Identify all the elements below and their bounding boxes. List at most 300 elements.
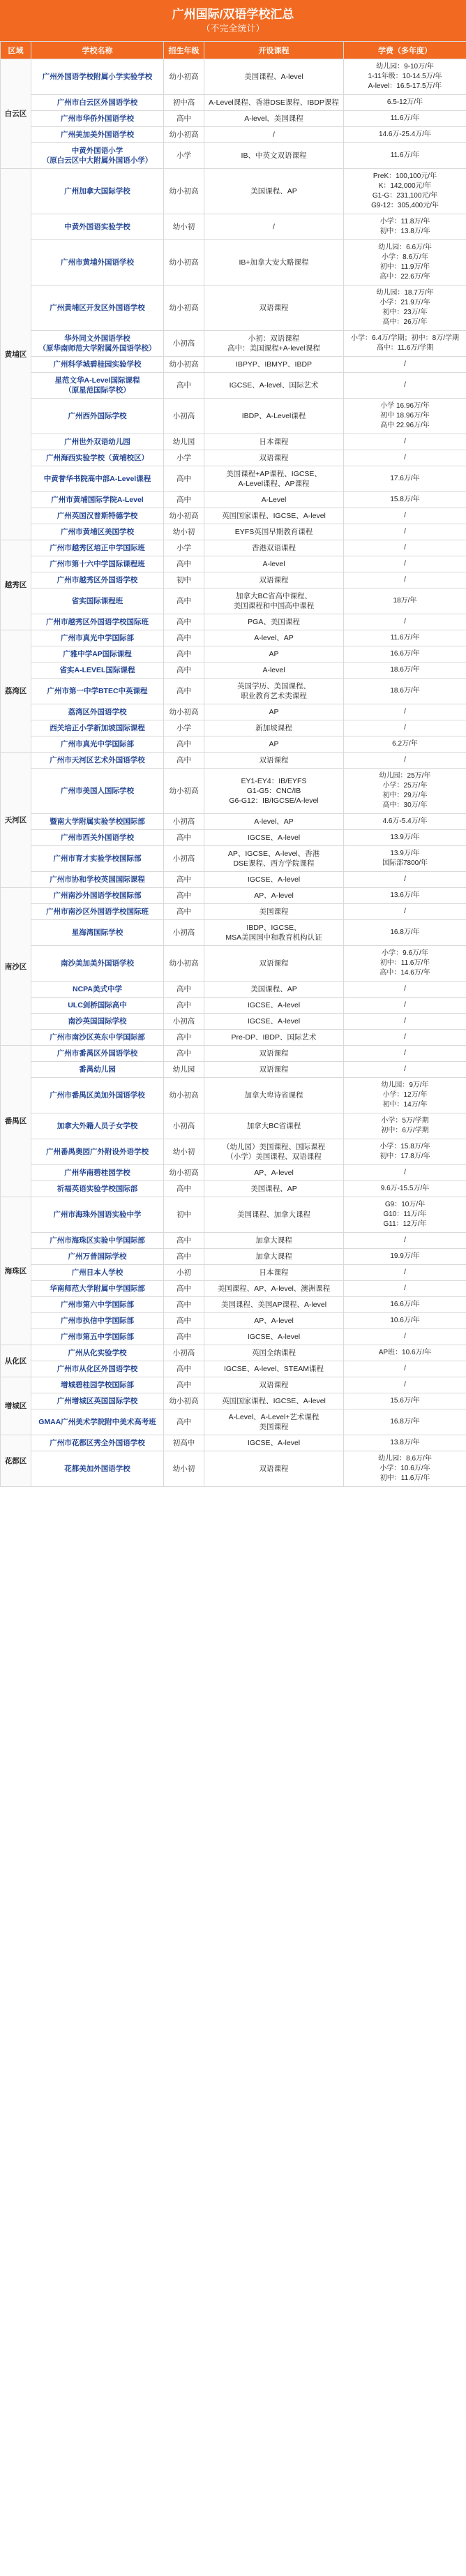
table-row xyxy=(1,143,466,169)
fee-cell: / xyxy=(344,1329,466,1345)
grade-cell: 幼小初高 xyxy=(164,240,204,286)
fee-cell: G9：10万/年 G10：11万/年 G11：12万/年 xyxy=(344,1197,466,1233)
fee-cell: 小学 16.96万/年 初中 18.96万/年 高中 22.96万/年 xyxy=(344,399,466,434)
grade-cell: 高中 xyxy=(164,589,204,614)
grade-cell: 高中 xyxy=(164,1409,204,1435)
grade-cell: 幼小初高 xyxy=(164,508,204,524)
fee-cell: 幼儿园：25万/年 小学：25万/年 初中：29万/年 高中：30万/年 xyxy=(344,769,466,814)
grade-cell: 高中 xyxy=(164,1329,204,1345)
school-name-cell: 广州市海珠外国语实验中学 xyxy=(31,1197,164,1233)
grade-cell: 高中 xyxy=(164,1281,204,1297)
table-row xyxy=(1,679,466,704)
district-cell: 天河区 xyxy=(1,753,31,888)
table-row xyxy=(1,1113,466,1139)
table-row xyxy=(1,946,466,982)
course-cell: 美国课程、A-level xyxy=(204,59,344,95)
grade-cell: 高中 xyxy=(164,1030,204,1046)
school-name-cell: 广州市南沙区英东中学国际部 xyxy=(31,1030,164,1046)
table-row xyxy=(1,240,466,286)
course-cell: A-level xyxy=(204,556,344,572)
school-name-cell: 广州万普国际学校 xyxy=(31,1249,164,1265)
school-name-cell: 华南师范大学附属中学国际部 xyxy=(31,1281,164,1297)
fee-cell: 13.6万/年 xyxy=(344,888,466,904)
grade-cell: 小初高 xyxy=(164,399,204,434)
school-name-cell: 广州从化实验学校 xyxy=(31,1345,164,1361)
district-cell: 从化区 xyxy=(1,1345,31,1377)
table-row xyxy=(1,1249,466,1265)
grade-cell: 初中 xyxy=(164,1197,204,1233)
course-cell: 香港双语课程 xyxy=(204,540,344,556)
table-row xyxy=(1,1197,466,1233)
school-name-cell: 加拿大外籍人员子女学校 xyxy=(31,1113,164,1139)
grade-cell: 高中 xyxy=(164,830,204,846)
school-name-cell: GMAA广州美术学院附中美术高考班 xyxy=(31,1409,164,1435)
table-row xyxy=(1,704,466,720)
course-cell: PGA、美国课程 xyxy=(204,614,344,630)
title-banner xyxy=(0,0,466,41)
district-cell: 花都区 xyxy=(1,1435,31,1487)
table-row xyxy=(1,1233,466,1249)
school-name-cell: 广州市越秀区培正中学国际班 xyxy=(31,540,164,556)
grade-cell: 小初高 xyxy=(164,1014,204,1030)
school-name-cell: 广州西外国际学校 xyxy=(31,399,164,434)
fee-cell: / xyxy=(344,572,466,589)
school-name-cell: 广州市西关外国语学校 xyxy=(31,830,164,846)
course-cell: 美国课程、AP xyxy=(204,982,344,998)
grade-cell: 小学 xyxy=(164,143,204,169)
grade-cell: 高中 xyxy=(164,1046,204,1062)
course-cell: / xyxy=(204,214,344,240)
grade-cell: 小初高 xyxy=(164,331,204,357)
course-cell: EYFS英国早期教育课程 xyxy=(204,524,344,540)
course-cell: 英国国家课程、IGCSE、A-level xyxy=(204,1393,344,1409)
school-name-cell: 星海湾国际学校 xyxy=(31,920,164,946)
grade-cell: 高中 xyxy=(164,1377,204,1393)
fee-cell: 幼儿园：9-10万/年 1-11年级：10-14.5万/年 A-level：16.5-17.5万/年 xyxy=(344,59,466,95)
table-row xyxy=(1,1046,466,1062)
course-cell: IGCSE、A-level、STEAM课程 xyxy=(204,1361,344,1377)
school-name-cell: 广州日本人学校 xyxy=(31,1265,164,1281)
fee-cell: / xyxy=(344,1062,466,1078)
fee-cell: 11.6万/年 xyxy=(344,111,466,127)
table-row xyxy=(1,1361,466,1377)
fee-cell: / xyxy=(344,872,466,888)
school-name-cell: 广州市花都区秀全外国语学校 xyxy=(31,1435,164,1451)
table-row xyxy=(1,1078,466,1113)
course-cell: IGCSE、A-level xyxy=(204,998,344,1014)
course-cell: 新加坡课程 xyxy=(204,720,344,736)
table-row xyxy=(1,753,466,769)
grade-cell: 高中 xyxy=(164,1181,204,1197)
table-row xyxy=(1,1165,466,1181)
table-row xyxy=(1,769,466,814)
fee-cell: 小学：11.8万/年 初中：13.8万/年 xyxy=(344,214,466,240)
table-row xyxy=(1,492,466,508)
table-row xyxy=(1,399,466,434)
grade-cell: 高中 xyxy=(164,630,204,646)
school-name-cell: 广州海西实验学校（黄埔校区） xyxy=(31,450,164,466)
school-name-cell: 广州市海珠区实验中学国际部 xyxy=(31,1233,164,1249)
school-name-cell: 广州黄埔区开发区外国语学校 xyxy=(31,286,164,331)
table-row xyxy=(1,1329,466,1345)
school-name-cell: 荔湾区外国语学校 xyxy=(31,704,164,720)
course-cell: 加拿大卑诗省课程 xyxy=(204,1078,344,1113)
course-cell: IB、中英文双语课程 xyxy=(204,143,344,169)
course-cell: AP xyxy=(204,736,344,753)
fee-cell: / xyxy=(344,904,466,920)
fee-cell: / xyxy=(344,1233,466,1249)
fee-cell: / xyxy=(344,704,466,720)
fee-cell: 幼儿园：9万/年 小学：12万/年 初中：14万/年 xyxy=(344,1078,466,1113)
table-row xyxy=(1,1281,466,1297)
course-cell: （幼儿园）美国课程、国际课程 （小学）美国课程、双语课程 xyxy=(204,1139,344,1165)
table-row xyxy=(1,1062,466,1078)
grade-cell: 小初高 xyxy=(164,814,204,830)
fee-cell: 19.9万/年 xyxy=(344,1249,466,1265)
table-row xyxy=(1,614,466,630)
column-header-course: 开设课程 xyxy=(204,42,344,59)
fee-cell: 18万/年 xyxy=(344,589,466,614)
course-cell: AP、A-level xyxy=(204,1165,344,1181)
fee-cell: 幼儿园：18.7万/年 小学：21.9万/年 初中：23万/年 高中：26万/年 xyxy=(344,286,466,331)
fee-cell: / xyxy=(344,720,466,736)
school-name-cell: 广州外国语学校附属小学实验学校 xyxy=(31,59,164,95)
school-name-cell: 暨南大学附属实验学校国际部 xyxy=(31,814,164,830)
table-row xyxy=(1,572,466,589)
table-row xyxy=(1,373,466,399)
school-name-cell: 中黄外国语实验学校 xyxy=(31,214,164,240)
course-cell: A-level xyxy=(204,662,344,679)
table-row xyxy=(1,1265,466,1281)
fee-cell: / xyxy=(344,1377,466,1393)
school-name-cell: 省实A-LEVEL国际课程 xyxy=(31,662,164,679)
course-cell: IBDP、IGCSE、 MSA美国国中和教育机构认证 xyxy=(204,920,344,946)
table-row xyxy=(1,331,466,357)
grade-cell: 小初高 xyxy=(164,1345,204,1361)
grade-cell: 高中 xyxy=(164,982,204,998)
district-cell: 海珠区 xyxy=(1,1197,31,1345)
school-name-cell: 广州市美国人国际学校 xyxy=(31,769,164,814)
grade-cell: 高中 xyxy=(164,1233,204,1249)
course-cell: Pre-DP、IBDP、国际艺术 xyxy=(204,1030,344,1046)
school-name-cell: 中黄外国语小学 （原白云区中大附属外国语小学） xyxy=(31,143,164,169)
course-cell: 双语课程 xyxy=(204,450,344,466)
table-row xyxy=(1,646,466,662)
school-name-cell: 星范文华A-Level国际课程 （原星范国际学校） xyxy=(31,373,164,399)
table-row xyxy=(1,1297,466,1313)
table-row xyxy=(1,95,466,111)
fee-cell: / xyxy=(344,357,466,373)
school-name-cell: 南沙英国国际学校 xyxy=(31,1014,164,1030)
grade-cell: 幼小初高 xyxy=(164,704,204,720)
column-header-grade: 招生年级 xyxy=(164,42,204,59)
fee-cell: / xyxy=(344,998,466,1014)
school-name-cell: 广州市白云区外国语学校 xyxy=(31,95,164,111)
grade-cell: 高中 xyxy=(164,888,204,904)
table-row xyxy=(1,982,466,998)
fee-cell: / xyxy=(344,524,466,540)
course-cell: 美国课程、加拿大课程 xyxy=(204,1197,344,1233)
fee-cell: 17.6万/年 xyxy=(344,466,466,492)
course-cell: IBDP、A-Level课程 xyxy=(204,399,344,434)
table-row xyxy=(1,59,466,95)
school-name-cell: 广州市第十六中学国际课程班 xyxy=(31,556,164,572)
school-name-cell: ULC剑桥国际高中 xyxy=(31,998,164,1014)
grade-cell: 高中 xyxy=(164,872,204,888)
table-row xyxy=(1,846,466,872)
course-cell: 双语课程 xyxy=(204,946,344,982)
course-cell: 美国课程、美国AP课程、A-level xyxy=(204,1297,344,1313)
fee-cell: / xyxy=(344,753,466,769)
course-cell: A-level、美国课程 xyxy=(204,111,344,127)
grade-cell: 高中 xyxy=(164,492,204,508)
fee-cell: 18.6万/年 xyxy=(344,662,466,679)
grade-cell: 高中 xyxy=(164,466,204,492)
grade-cell: 高中 xyxy=(164,646,204,662)
school-name-cell: 广州番禺奥园广外附设外语学校 xyxy=(31,1139,164,1165)
fee-cell: / xyxy=(344,1014,466,1030)
course-cell: 双语课程 xyxy=(204,1046,344,1062)
course-cell: 双语课程 xyxy=(204,1062,344,1078)
school-name-cell: 广州市协和学校英国国际课程 xyxy=(31,872,164,888)
fee-cell: / xyxy=(344,556,466,572)
grade-cell: 幼小初高 xyxy=(164,286,204,331)
school-name-cell: 广州科学城碧桂园实验学校 xyxy=(31,357,164,373)
fee-cell: 13.8万/年 xyxy=(344,1435,466,1451)
school-name-cell: 广州市黄埔外国语学校 xyxy=(31,240,164,286)
course-cell: IGCSE、A-level xyxy=(204,1014,344,1030)
grade-cell: 初中高 xyxy=(164,95,204,111)
school-name-cell: 广州加拿大国际学校 xyxy=(31,169,164,214)
fee-cell: 13.9万/年 国际部7800/年 xyxy=(344,846,466,872)
course-cell: A-Level课程、香港DSE课程、IBDP课程 xyxy=(204,95,344,111)
grade-cell: 高中 xyxy=(164,679,204,704)
table-row xyxy=(1,589,466,614)
grade-cell: 幼小初高 xyxy=(164,769,204,814)
table-row xyxy=(1,450,466,466)
course-cell: IGCSE、A-level xyxy=(204,1435,344,1451)
district-cell: 越秀区 xyxy=(1,540,31,630)
grade-cell: 高中 xyxy=(164,556,204,572)
grade-cell: 高中 xyxy=(164,1249,204,1265)
course-cell: 小初：双语课程 高中：美国课程+A-level课程 xyxy=(204,331,344,357)
school-name-cell: 广州市南沙区外国语学校国际班 xyxy=(31,904,164,920)
grade-cell: 高中 xyxy=(164,111,204,127)
school-name-cell: 广州美加美外国语学校 xyxy=(31,127,164,143)
page-title: 广州国际/双语学校汇总 xyxy=(172,8,294,21)
course-cell: 双语课程 xyxy=(204,753,344,769)
grade-cell: 高中 xyxy=(164,1361,204,1377)
grade-cell: 初高中 xyxy=(164,1435,204,1451)
column-header-district: 区域 xyxy=(1,42,31,59)
grade-cell: 小初 xyxy=(164,1265,204,1281)
fee-cell: 13.9万/年 xyxy=(344,830,466,846)
school-name-cell: 广州市华侨外国语学校 xyxy=(31,111,164,127)
table-row xyxy=(1,127,466,143)
school-table xyxy=(0,41,466,1487)
course-cell: IGCSE、A-level xyxy=(204,830,344,846)
grade-cell: 小初高 xyxy=(164,1113,204,1139)
table-header-row xyxy=(1,42,466,59)
grade-cell: 幼小初高 xyxy=(164,357,204,373)
table-row xyxy=(1,736,466,753)
table-row xyxy=(1,1345,466,1361)
school-name-cell: 广州市真光中学国际部 xyxy=(31,630,164,646)
fee-cell: / xyxy=(344,1361,466,1377)
grade-cell: 幼小初高 xyxy=(164,946,204,982)
course-cell: 英国国家课程、IGCSE、A-level xyxy=(204,508,344,524)
school-name-cell: 花都美加外国语学校 xyxy=(31,1451,164,1487)
fee-cell: 16.6万/年 xyxy=(344,646,466,662)
table-row xyxy=(1,508,466,524)
district-cell: 荔湾区 xyxy=(1,630,31,753)
table-row xyxy=(1,1409,466,1435)
grade-cell: 高中 xyxy=(164,662,204,679)
school-name-cell: 广州市第五中学国际部 xyxy=(31,1329,164,1345)
course-cell: 加拿大课程 xyxy=(204,1249,344,1265)
district-cell: 番禺区 xyxy=(1,1046,31,1197)
district-cell: 白云区 xyxy=(1,59,31,169)
school-name-cell: 广州华南碧桂园学校 xyxy=(31,1165,164,1181)
school-name-cell: 广州市黄埔国际学院A-Level xyxy=(31,492,164,508)
fee-cell: 14.6万-25.4万/年 xyxy=(344,127,466,143)
table-row xyxy=(1,1181,466,1197)
grade-cell: 幼小初高 xyxy=(164,169,204,214)
fee-cell: / xyxy=(344,982,466,998)
fee-cell: 小学：15.8万/年 初中：17.8万/年 xyxy=(344,1139,466,1165)
table-row xyxy=(1,662,466,679)
school-name-cell: 省实国际课程班 xyxy=(31,589,164,614)
school-name-cell: 广州市第六中学国际部 xyxy=(31,1297,164,1313)
course-cell: EY1-EY4：IB/EYFS G1-G5：CNC/IB G6-G12：IB/IGCSE/A-level xyxy=(204,769,344,814)
course-cell: 加拿大BC省高中课程、 美国课程和中国高中课程 xyxy=(204,589,344,614)
school-name-cell: 广州市第一中学BTEC中英课程 xyxy=(31,679,164,704)
course-cell: IGCSE、A-level xyxy=(204,872,344,888)
course-cell: AP、A-level xyxy=(204,1313,344,1329)
course-cell: 双语课程 xyxy=(204,572,344,589)
table-row xyxy=(1,169,466,214)
course-cell: AP、IGCSE、A-level、香港 DSE课程、西方学院课程 xyxy=(204,846,344,872)
fee-cell: AP班：10.6万/年 xyxy=(344,1345,466,1361)
fee-cell: 11.6万/年 xyxy=(344,143,466,169)
grade-cell: 小学 xyxy=(164,450,204,466)
grade-cell: 高中 xyxy=(164,614,204,630)
table-row xyxy=(1,814,466,830)
course-cell: IBPYP、IBMYP、IBDP xyxy=(204,357,344,373)
fee-cell: PreK：100,100元/年 K：142,000元/年 G1-G：231,100元/年 G9-12：305,400元/年 xyxy=(344,169,466,214)
fee-cell: / xyxy=(344,434,466,450)
table-row xyxy=(1,630,466,646)
fee-cell: / xyxy=(344,1265,466,1281)
fee-cell: 小学：5万/学期 初中：6万/学期 xyxy=(344,1113,466,1139)
grade-cell: 幼小初 xyxy=(164,524,204,540)
grade-cell: 幼儿园 xyxy=(164,434,204,450)
school-name-cell: 西关培正小学新加坡国际课程 xyxy=(31,720,164,736)
fee-cell: 幼儿园：6.6万/年 小学：8.6万/年 初中：11.9万/年 高中：22.6万/年 xyxy=(344,240,466,286)
table-row xyxy=(1,872,466,888)
grade-cell: 幼小初高 xyxy=(164,1165,204,1181)
table-row xyxy=(1,466,466,492)
fee-cell: 16.8万/年 xyxy=(344,920,466,946)
table-row xyxy=(1,524,466,540)
course-cell: A-Level、A-Level+艺术课程 美国课程 xyxy=(204,1409,344,1435)
table-row xyxy=(1,286,466,331)
fee-cell: 15.8万/年 xyxy=(344,492,466,508)
table-row xyxy=(1,1030,466,1046)
grade-cell: 高中 xyxy=(164,1297,204,1313)
course-cell: A-level、AP xyxy=(204,814,344,830)
fee-cell: 16.6万/年 xyxy=(344,1297,466,1313)
fee-cell: / xyxy=(344,540,466,556)
grade-cell: 幼小初高 xyxy=(164,1078,204,1113)
school-name-cell: 广州市天河区艺术外国语学校 xyxy=(31,753,164,769)
table-row xyxy=(1,1377,466,1393)
grade-cell: 小学 xyxy=(164,720,204,736)
course-cell: IGCSE、A-level、国际艺术 xyxy=(204,373,344,399)
course-cell: 美国课程、AP xyxy=(204,1181,344,1197)
district-cell: 黄埔区 xyxy=(1,169,31,540)
course-cell: AP、A-level xyxy=(204,888,344,904)
school-name-cell: 广州市育才实验学校国际部 xyxy=(31,846,164,872)
fee-cell: 4.6万-5.4万/年 xyxy=(344,814,466,830)
course-cell: 美国课程、AP xyxy=(204,169,344,214)
course-cell: A-Level xyxy=(204,492,344,508)
school-name-cell: 广州市番禺区美加外国语学校 xyxy=(31,1078,164,1113)
grade-cell: 高中 xyxy=(164,373,204,399)
fee-cell: 16.8万/年 xyxy=(344,1409,466,1435)
grade-cell: 幼小初 xyxy=(164,1139,204,1165)
school-name-cell: 广州市执信中学国际部 xyxy=(31,1313,164,1329)
school-name-cell: 广州英国汉普斯特德学校 xyxy=(31,508,164,524)
grade-cell: 幼小初 xyxy=(164,1451,204,1487)
grade-cell: 高中 xyxy=(164,753,204,769)
course-cell: AP xyxy=(204,704,344,720)
fee-cell: 幼儿园：8.6万/年 小学：10.6万/年 初中：11.6万/年 xyxy=(344,1451,466,1487)
course-cell: 英国学历、美国课程、 职业教育艺术类课程 xyxy=(204,679,344,704)
course-cell: 加拿大BC省课程 xyxy=(204,1113,344,1139)
table-row xyxy=(1,540,466,556)
course-cell: 美国课程 xyxy=(204,904,344,920)
table-row xyxy=(1,1435,466,1451)
grade-cell: 初中 xyxy=(164,572,204,589)
grade-cell: 小初高 xyxy=(164,846,204,872)
column-header-fee: 学费（多年度） xyxy=(344,42,466,59)
school-name-cell: 广州市黄埔区美国学校 xyxy=(31,524,164,540)
school-name-cell: 广州世外双语幼儿园 xyxy=(31,434,164,450)
course-cell: A-level、AP xyxy=(204,630,344,646)
grade-cell: 高中 xyxy=(164,998,204,1014)
course-cell: IGCSE、A-level xyxy=(204,1329,344,1345)
table-row xyxy=(1,556,466,572)
fee-cell: / xyxy=(344,508,466,524)
table-row xyxy=(1,720,466,736)
school-name-cell: 广雅中学AP国际课程 xyxy=(31,646,164,662)
course-cell: 美国课程、AP、A-level、澳洲课程 xyxy=(204,1281,344,1297)
grade-cell: 幼小初高 xyxy=(164,1393,204,1409)
fee-cell: 6.2万/年 xyxy=(344,736,466,753)
table-row xyxy=(1,1014,466,1030)
school-name-cell: 中黄誉华书院高中部A-Level课程 xyxy=(31,466,164,492)
school-name-cell: 广州增城区英国国际学校 xyxy=(31,1393,164,1409)
school-name-cell: 广州市越秀区外国语学校 xyxy=(31,572,164,589)
school-name-cell: 南沙美加美外国语学校 xyxy=(31,946,164,982)
fee-cell: / xyxy=(344,373,466,399)
course-cell: 美国课程+AP课程、IGCSE、 A-Level课程、AP课程 xyxy=(204,466,344,492)
course-cell: 日本课程 xyxy=(204,1265,344,1281)
fee-cell: 11.6万/年 xyxy=(344,630,466,646)
course-cell: 英国全纳课程 xyxy=(204,1345,344,1361)
course-cell: 日本课程 xyxy=(204,434,344,450)
